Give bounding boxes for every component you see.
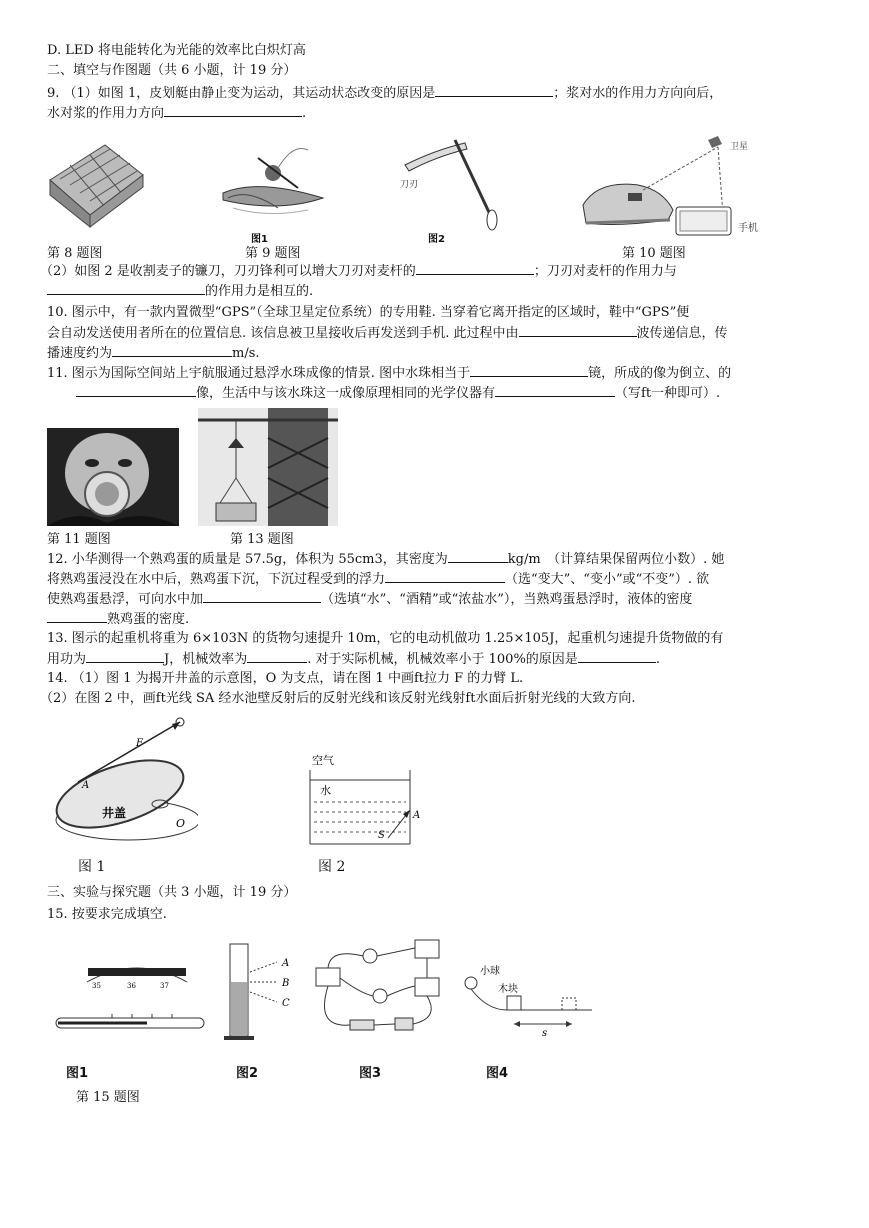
- q12-blank-3[interactable]: [203, 590, 321, 603]
- q12-blank-2[interactable]: [385, 570, 505, 583]
- q15-fig3-caption: 图3: [359, 1066, 382, 1081]
- q12-line2: 将熟鸡蛋浸没在水中后，熟鸡蛋下沉，下沉过程受到的浮力 （选“变大”、“变小”或“不变”）. 欲: [47, 572, 710, 587]
- q15-line1: 15. 按要求完成填空.: [47, 907, 167, 922]
- q14-line2: （2）在图 2 中，画ft光线 SA 经水池壁反射后的反射光线和该反射光线射ft水面后折射光线的大致方向.: [40, 691, 636, 706]
- section-3-heading: 三、实验与探究题（共 3 小题，计 19 分）: [47, 885, 297, 900]
- fig11-image: [47, 428, 179, 526]
- label-cyl-B: B: [282, 978, 290, 989]
- q14-fig2-caption: 图 2: [318, 859, 346, 875]
- q15-fig4-incline: [462, 958, 597, 1038]
- q14-fig2-pool: [308, 752, 428, 850]
- fig9-1-image: [218, 138, 328, 228]
- satellite-label: 卫星: [730, 142, 749, 152]
- q15-fig3-circuit: [310, 938, 445, 1043]
- well-label: 井盖: [102, 806, 127, 820]
- fig10-caption: 第 10 题图: [622, 246, 686, 261]
- q12-line1: 12. 小华测得一个熟鸡蛋的质量是 57.5g，体积为 55cm3，其密度为 kg/m （计算结果保留两位小数）. 她: [47, 552, 725, 567]
- q14-fig1-manhole: [48, 712, 198, 847]
- fig8-image: [45, 135, 145, 230]
- q15-fig2-caption: 图2: [236, 1066, 259, 1081]
- q12-line3: 使熟鸡蛋悬浮，可向水中加 （选填“水”、“酒精”或“浓盐水”），当熟鸡蛋悬浮时，液体的密度: [47, 592, 693, 607]
- q11-line1: 11. 图示为国际空间站上宇航服通过悬浮水珠成像的情景. 图中水珠相当于 镜，所成的像为倒立、的: [47, 366, 732, 381]
- label-O: O: [176, 817, 186, 830]
- q13-blank-3[interactable]: [578, 650, 656, 663]
- q11-blank-3[interactable]: [495, 384, 615, 397]
- label-cyl-A: A: [282, 958, 290, 969]
- q9-blank-1[interactable]: [435, 84, 553, 97]
- fig13-caption: 第 13 题图: [230, 532, 294, 547]
- q13-line1: 13. 图示的起重机将重为 6×103N 的货物匀速提升 10m，它的电动机做功 1.25×105J，起重机匀速提升货物做的有: [47, 631, 724, 646]
- fig13-crane-image: [198, 408, 338, 526]
- tick-35: 35: [92, 982, 101, 990]
- q10-line1: 10. 图示中，有一款内置微型“GPS”（全球卫星定位系统）的专用鞋. 当穿着它离开指定的区域时，鞋中“GPS”便: [47, 305, 690, 320]
- q13-blank-2[interactable]: [247, 650, 307, 663]
- fig11-caption: 第 11 题图: [47, 532, 111, 547]
- label-s: s: [542, 1028, 548, 1038]
- q9-line2: 水对浆的作用力方向 .: [47, 106, 307, 121]
- q9-line4: 的作用力是相互的.: [47, 282, 313, 301]
- fig9-2-sickle: [395, 135, 525, 235]
- phone-label: 手机: [738, 223, 758, 234]
- water-label: 水: [320, 784, 331, 797]
- tick-36: 36: [127, 982, 136, 990]
- label-S: S: [378, 830, 385, 841]
- q15-fig1-thermometer: [52, 952, 207, 1042]
- fig9-caption: 第 9 题图: [245, 246, 301, 261]
- q14-line1: 14. （1）图 1 为揭开井盖的示意图，O 为支点，请在图 1 中画ft拉力 F 的力臂 L.: [47, 671, 524, 686]
- q9-blank-2[interactable]: [164, 104, 302, 117]
- option-d: D. LED 将电能转化为光能的效率比白炽灯高: [47, 43, 306, 58]
- block-label: 木块: [498, 984, 518, 995]
- ball-label: 小球: [480, 966, 500, 977]
- q10-line3: 播速度约为 m/s.: [47, 346, 260, 361]
- section-2-heading: 二、填空与作图题（共 6 小题，计 19 分）: [47, 63, 297, 78]
- fig9-1-caption: 图1: [251, 234, 268, 245]
- air-label: 空气: [312, 754, 334, 767]
- sickle-label: 刀刃: [400, 180, 419, 190]
- q12-line4: 熟鸡蛋的密度.: [47, 610, 189, 629]
- q11-line2: 像，生活中与该水珠这一成像原理相同的光学仪器有 （写ft一种即可）.: [76, 384, 720, 403]
- q15-fig1-caption: 图1: [66, 1066, 89, 1081]
- q10-line2: 会自动发送使用者所在的位置信息. 该信息被卫星接收后再发送到手机. 此过程中由 波传递信息，传: [47, 326, 728, 341]
- label-cyl-C: C: [282, 998, 290, 1009]
- fig8-caption: 第 8 题图: [47, 246, 103, 261]
- label-F: F: [136, 738, 143, 749]
- q13-line2: 用功为 J，机械效率为 . 对于实际机械，机械效率小于 100%的原因是 .: [47, 652, 660, 667]
- q15-fig2-cylinder: [222, 942, 302, 1042]
- tick-37: 37: [160, 982, 169, 990]
- q9-line1: 9. （1）如图 1，皮划艇由静止变为运动，其运动状态改变的原因是 ；浆对水的作用力方向向后，: [47, 86, 723, 101]
- q12-blank-1[interactable]: [448, 550, 508, 563]
- q9-blank-4[interactable]: [47, 282, 205, 295]
- label-A: A: [82, 780, 90, 791]
- fig10-image: [578, 135, 778, 245]
- q13-blank-1[interactable]: [86, 650, 164, 663]
- q15-fig4-caption: 图4: [486, 1066, 509, 1081]
- q11-blank-2[interactable]: [76, 384, 196, 397]
- q10-blank-2[interactable]: [112, 344, 232, 357]
- fig15-caption: 第 15 题图: [76, 1090, 140, 1105]
- q11-blank-1[interactable]: [470, 364, 588, 377]
- q10-blank-1[interactable]: [519, 324, 637, 337]
- q9-line3: （2）如图 2 是收割麦子的镰刀，刀刃锋利可以增大刀刃对麦杆的 ；刀刃对麦杆的作用力与: [40, 264, 677, 279]
- q9-blank-3[interactable]: [416, 262, 534, 275]
- fig9-2-caption: 图2: [428, 234, 445, 245]
- label-A2: A: [413, 810, 421, 821]
- q14-fig1-caption: 图 1: [78, 859, 106, 875]
- q12-blank-4[interactable]: [47, 610, 107, 623]
